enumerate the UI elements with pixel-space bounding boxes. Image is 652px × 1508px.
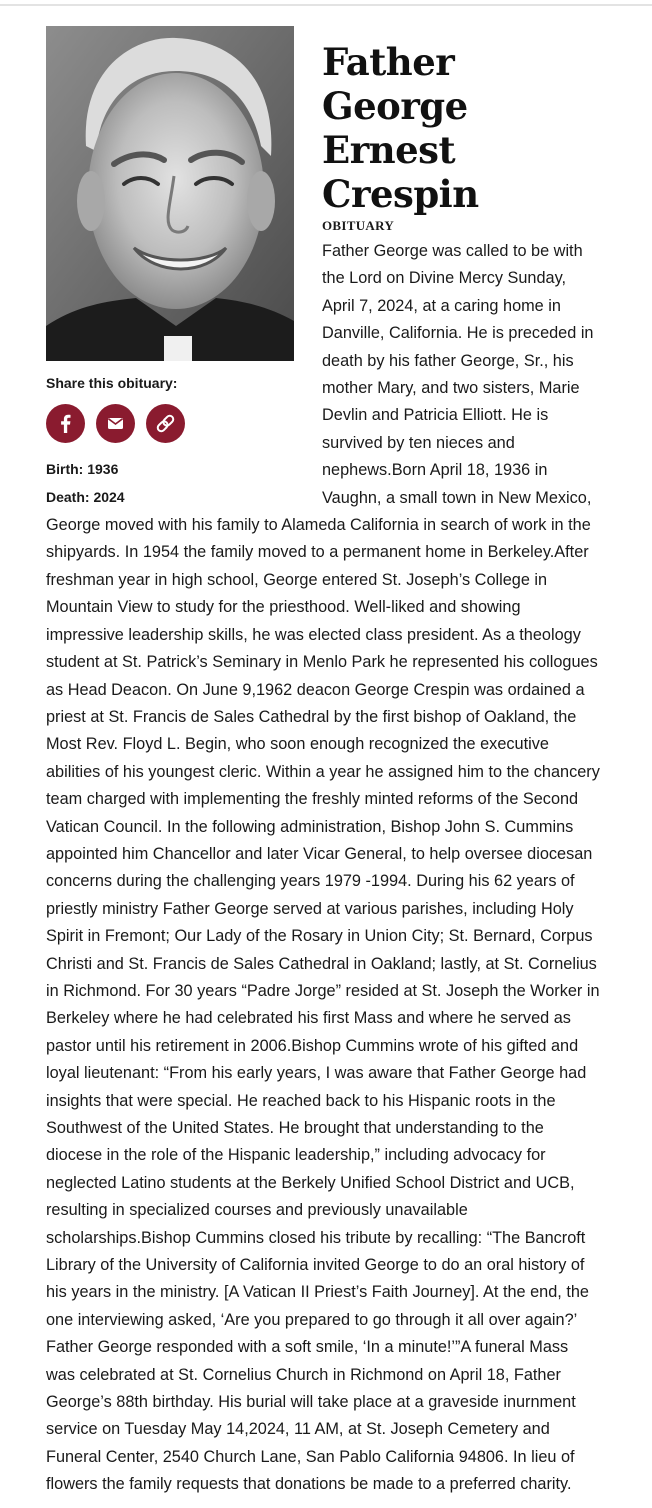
facebook-icon <box>46 404 85 443</box>
email-icon <box>96 404 135 443</box>
share-facebook-button[interactable] <box>46 404 85 443</box>
top-divider <box>0 4 652 6</box>
share-label: Share this obituary: <box>46 375 178 391</box>
obituary-title: Father George Ernest Crespin <box>322 40 479 216</box>
obituary-body: Father George was called to be with the Lord on Divine Mercy Sunday, April 7, 2024, at a caring home in Danville, California. He is preceded in death by his father George, Sr., his mother Mary, and two sisters, Marie Devlin and Patricia Elliott. He is survived by ten nieces and nephews.Born April 18, 1936 in Vaughn, a small town in New Mexico, George moved with his family to Alameda California in search of work in the shipyards. In 1954 the family moved to a permanent home in Berkeley.After freshman year in high school, George entered St. Joseph’s College in Mountain View to study for the priesthood. Well-liked and showing impressive leadership skills, he was elected class president. As a theology student at St. Patrick’s Seminary in Menlo Park he represented his collogues as Head Deacon. On June 9,1962 deacon George Crespin was ordained a priest at St. Francis de Sales Cathedral by the first bishop of Oakland, the Most Rev. Floyd L. Begin, who soon enough recognized the executive abilities of his youngest cleric. Within a year he assigned him to the chancery team charged with implementing the freshly minted reforms of the Second Vatican Council. In the following administration, Bishop John S. Cummins appointed him Chancellor and later Vicar General, to help oversee diocesan concerns during the challenging years 1979 -1994. During his 62 years of priestly ministry Father George served at various parishes, including Holy Spirit in Fremont; Our Lady of the Rosary in Union City; St. Bernard, Corpus Christi and St. Francis de Sales Cathedral in Oakland; lastly, at St. Cornelius in Richmond. For 30 years “Padre Jorge” resided at St. Joseph the Worker in Berkeley where he had celebrated his first Mass and where he served as pastor until his retirement in 2006.Bishop Cummins wrote of his gifted and loyal lieutenant: “From his early years, I was aware that Father George had insights that were special. He reached back to his Hispanic roots in the Southwest of the United States. He brought that understanding to the diocese in the role of the Hispanic leadership,” including advocacy for neglected Latino students at the Berkely Unified School District and UCB, resulting in specialized courses and previously unavailable scholarships.Bishop Cummins closed his tribute by recalling: “The Bancroft Library of the University of California invited George to do an oral history of his years in the ministry. [A Vatican II Priest’s Faith Journey]. At the end, the one interviewing asked, ‘Are you prepared to go through it all over again?’ Father George responded with a soft smile, ‘In a minute!’”A funeral Mass was celebrated at St. Cornelius Church in Richmond on April 18, Father George’s 88th birthday. His burial will take place at a graveside inurnment service on Tuesday May 14,2024, 11 AM, at St. Joseph Cemetery and Funeral Center, 2540 Church Lane, San Pablo California 94806. In lieu of flowers the family requests that donations be made to a preferred charity. <box>46 242 600 1494</box>
death-year: Death: 2024 <box>46 489 125 505</box>
portrait-photo <box>46 26 294 361</box>
obituary-article <box>46 26 601 1499</box>
share-buttons <box>46 404 294 444</box>
portrait-illustration <box>46 26 294 361</box>
share-email-button[interactable] <box>96 404 135 443</box>
obituary-label: OBITUARY <box>322 218 395 233</box>
link-icon <box>146 404 185 443</box>
copy-link-button[interactable] <box>146 404 185 443</box>
birth-year: Birth: 1936 <box>46 461 119 477</box>
obituary-sidebar <box>46 26 294 506</box>
